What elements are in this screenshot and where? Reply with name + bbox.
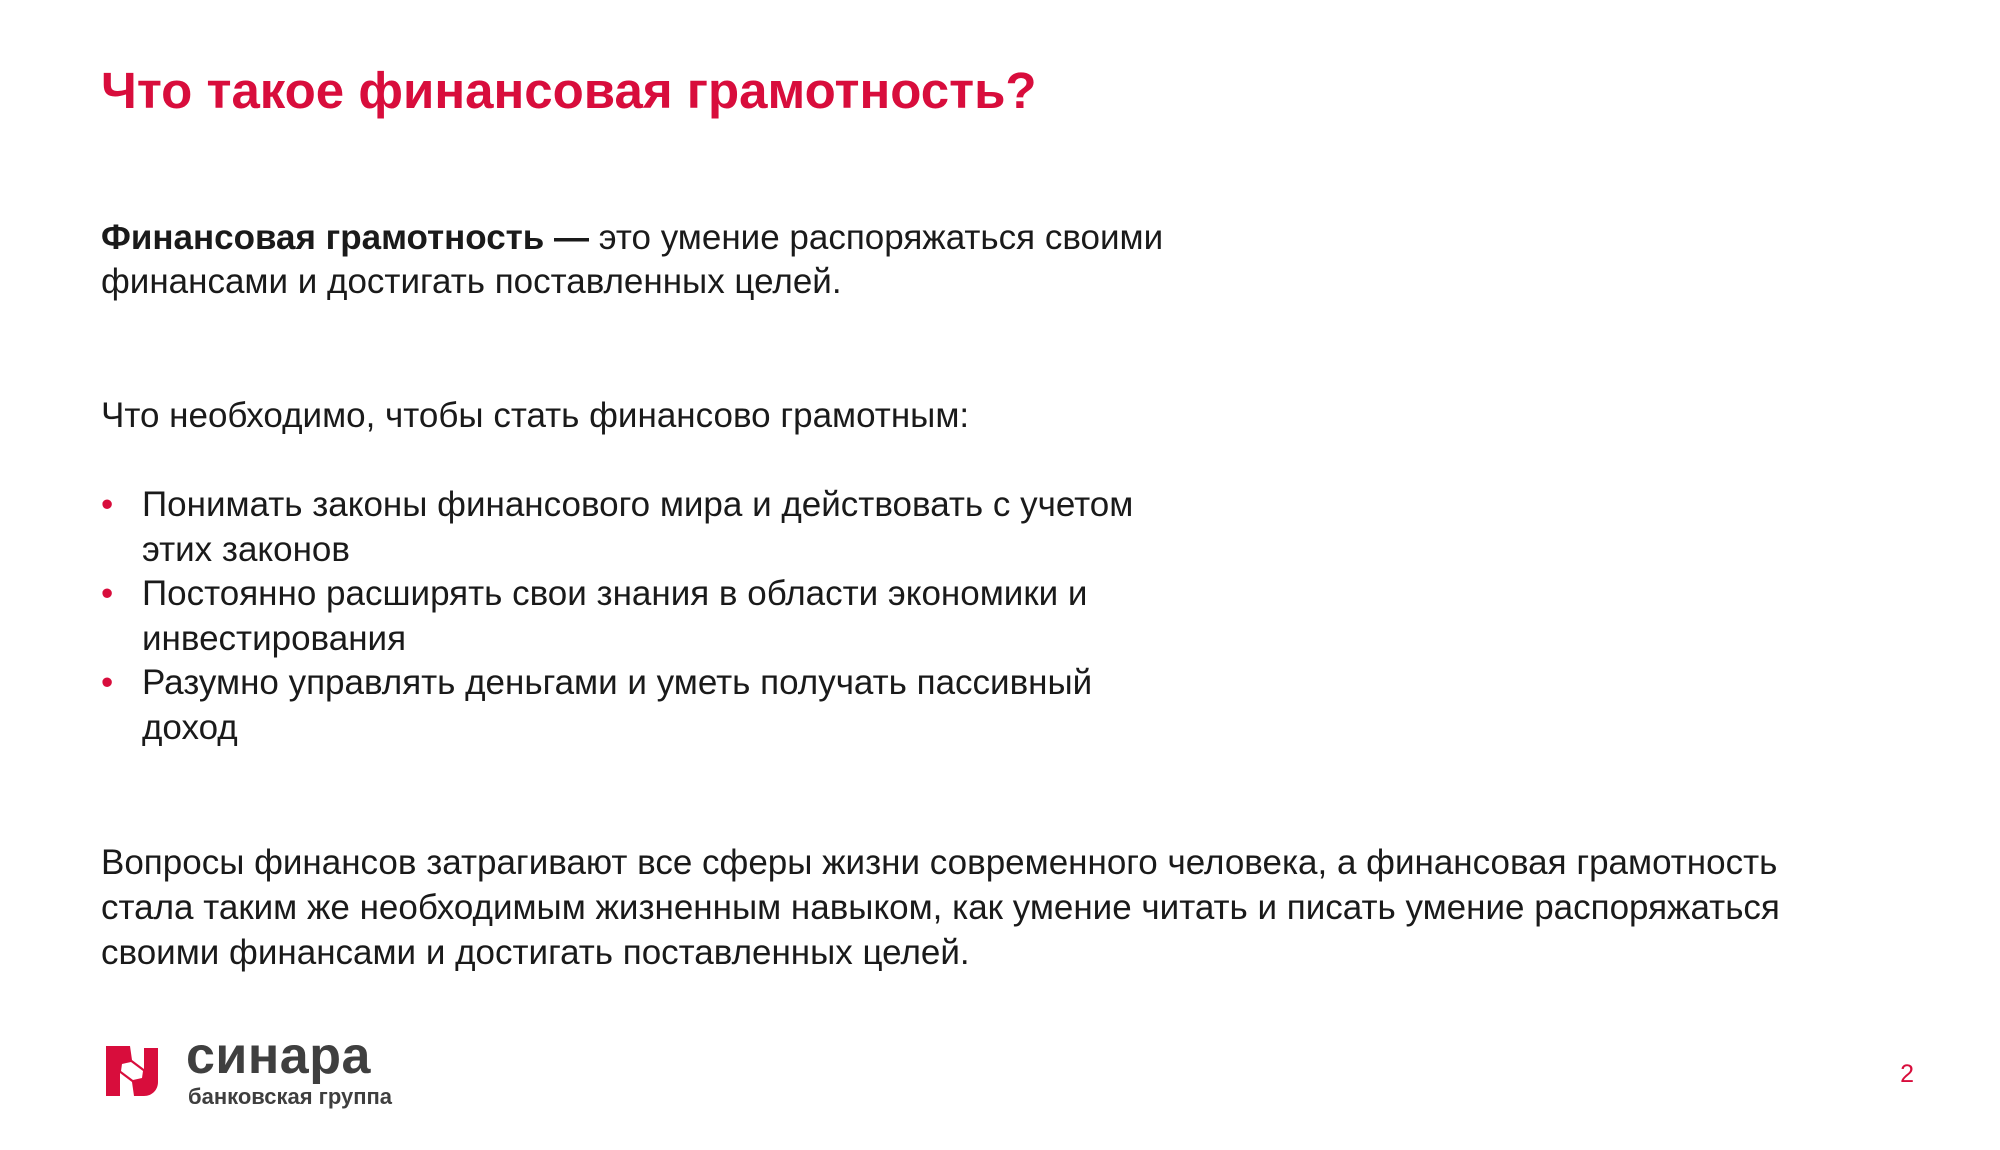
bullet-icon: • <box>101 485 114 524</box>
definition-paragraph <box>101 216 1301 304</box>
page-number: 2 <box>1900 1060 1914 1088</box>
logo-subtitle: банковская группа <box>188 1084 393 1109</box>
list-item <box>101 483 1151 572</box>
requirements-list <box>101 483 1151 750</box>
bullet-icon: • <box>101 663 114 702</box>
sinara-logo-icon <box>104 1042 160 1100</box>
list-item-text: Понимать законы финансового мира и действовать с учетом этих законов <box>142 485 1134 569</box>
definition-text: это умение распоряжаться своими финансами и достигать поставленных целей. <box>101 218 1164 301</box>
logo-name: синара <box>186 1027 371 1085</box>
bullet-icon: • <box>101 574 114 613</box>
definition-term: Финансовая грамотность — <box>101 218 590 257</box>
requirements-intro: Что необходимо, чтобы стать финансово грамотным: <box>101 396 970 435</box>
list-item <box>101 661 1151 750</box>
list-item-text: Разумно управлять деньгами и уметь получать пассивный доход <box>142 663 1093 747</box>
slide-title: Что такое финансовая грамотность? <box>101 62 1037 119</box>
closing-paragraph: Вопросы финансов затрагивают все сферы жизни современного человека, а финансовая грамотность стала таким же необходимым жизненным навыком, как умение читать и писать умение распоряжаться своими финансами и достигать поставленных целей. <box>101 843 1780 972</box>
company-logo <box>104 1027 434 1116</box>
list-item-text: Постоянно расширять свои знания в области экономики и инвестирования <box>142 574 1088 658</box>
list-item <box>101 572 1151 661</box>
